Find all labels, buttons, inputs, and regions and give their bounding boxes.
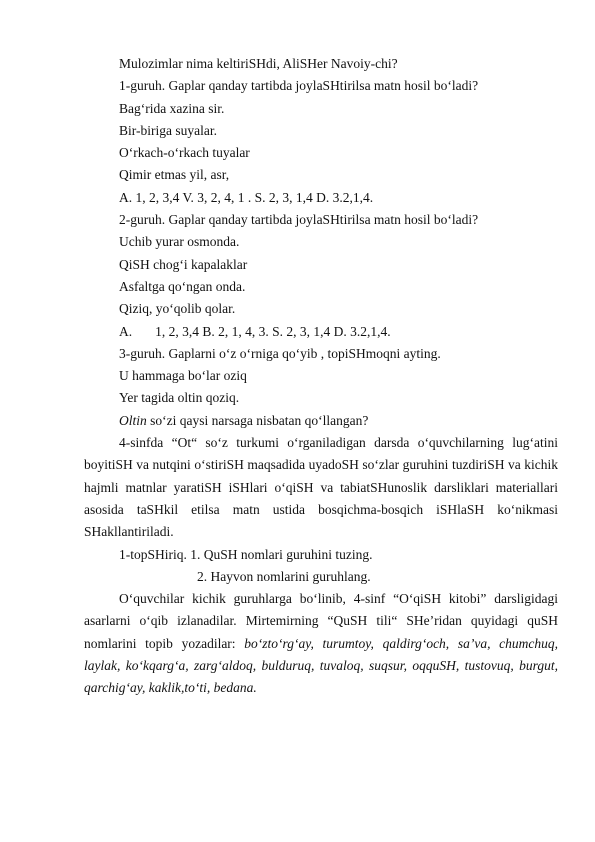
answer-options-2 bbox=[84, 321, 558, 343]
text-line: Uchib yurar osmonda. bbox=[119, 234, 240, 250]
answer-options-1: A. 1, 2, 3,4 V. 3, 2, 4, 1 . S. 2, 3, 1,4 D. 3.2,1,4. bbox=[119, 189, 374, 205]
task-1: 1-topSHiriq. 1. QuSH nomlari guruhini tuzing. bbox=[119, 546, 373, 562]
text-line: 2-guruh. Gaplar qanday tartibda joylaSHtirilsa matn hosil bo‘ladi? bbox=[119, 212, 479, 228]
paragraph-2 bbox=[84, 588, 558, 699]
question-line bbox=[84, 410, 558, 432]
paragraph-2-text: O‘quvchilar kichik guruhlarga bo‘linib, 4-sinf “O‘qiSH kitobi” darsligidagi asarlarni o‘qib izlanadilar. Mirtemirning “QuSH tili“ SHe’ridan quyidagi quSH nomlarini topib yozadilar: bbox=[84, 591, 558, 651]
text-line: Qimir etmas yil, asr, bbox=[119, 167, 230, 183]
text-line: 1-guruh. Gaplar qanday tartibda joylaSHtirilsa matn hosil bo‘ladi? bbox=[119, 78, 479, 94]
text-line: O‘rkach-o‘rkach tuyalar bbox=[119, 145, 250, 161]
text-line: Bir-biriga suyalar. bbox=[119, 122, 217, 138]
text-line: QiSH chog‘i kapalaklar bbox=[119, 256, 248, 272]
text-line: Mulozimlar nima keltiriSHdi, AliSHer Navoiy-chi? bbox=[119, 56, 398, 71]
italic-word: Oltin bbox=[119, 412, 147, 428]
text-line: Bag‘rida xazina sir. bbox=[119, 100, 225, 116]
text-line: 3-guruh. Gaplarni o‘z o‘rniga qo‘yib , topiSHmoqni ayting. bbox=[119, 345, 441, 361]
question-text: so‘zi qaysi narsaga nisbatan qo‘llangan? bbox=[146, 412, 369, 428]
text-line: U hammaga bo‘lar oziq bbox=[119, 368, 247, 384]
text-line: Yer tagida oltin qoziq. bbox=[119, 390, 240, 406]
text-line: Qiziq, yo‘qolib qolar. bbox=[119, 301, 236, 317]
text-line: Asfaltga qo‘ngan onda. bbox=[119, 278, 246, 294]
paragraph-1: 4-sinfda “Ot“ so‘z turkumi o‘rganiladigan darsda o‘quvchilarning lug‘atini boyitiSH va nutqini o‘stiriSH maqsadida uyadoSH so‘zlar guruhini tuzdiriSH va kichik hajmli matnlar yaratiSH iSHlari o‘qiSH va tabiatSHunoslik darsliklari materiallari asosida taSHkil etilsa matn ustida bosqichma-bosqich iSHlaSH ko‘nikmasi SHakllantiriladi. bbox=[84, 435, 558, 540]
answer-label: A. bbox=[119, 323, 133, 339]
bird-names-list: bo‘zto‘rg‘ay, turumtoy, qaldirg‘och, sa’va, chumchuq, laylak, ko‘kqarg‘a, zarg‘aldoq, bulduruq, tuvaloq, suqsur, oqquSH, tustovuq, burgut, qarchig‘ay, kaklik,to‘ti, bedana. bbox=[84, 635, 558, 696]
text-column bbox=[84, 53, 558, 700]
answer-options-text: 1, 2, 3,4 B. 2, 1, 4, 3. S. 2, 3, 1,4 D. 3.2,1,4. bbox=[155, 323, 391, 339]
task-2: 2. Hayvon nomlarini guruhlang. bbox=[197, 568, 371, 584]
